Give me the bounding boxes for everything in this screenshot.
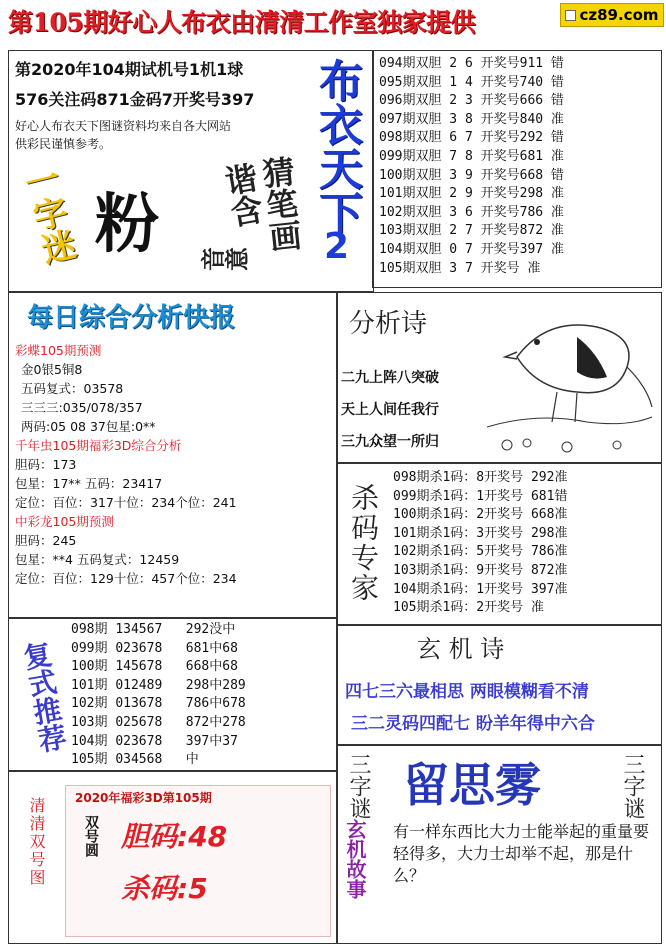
table-row: 099期杀1码：1开奖号 681错 xyxy=(393,488,568,504)
shuanghao-side-text: 双号圆 xyxy=(83,815,99,857)
table-row xyxy=(71,695,246,714)
fushi-period: 101期 xyxy=(71,677,108,693)
table-row xyxy=(71,751,246,770)
caidie-line: 两码:05 08 37包星:0** xyxy=(21,419,156,434)
riddle-col-2: 谐含 xyxy=(217,160,267,230)
table-row: 103期双胆 2 7 开奖号872 准 xyxy=(379,223,564,239)
xuanji-line-2: 三二灵码四配七 盼羊年得中六合 xyxy=(351,714,595,734)
dan-table xyxy=(372,50,662,288)
fushi-result: 397中37 xyxy=(185,733,238,749)
caidie-line: 金0银5铜8 xyxy=(21,362,83,377)
table-row: 096期双胆 2 3 开奖号666 错 xyxy=(379,93,564,109)
qiannianchong-line: 定位：百位：317十位：234个位：241 xyxy=(15,495,237,510)
table-row: 101期杀1码：3开奖号 298准 xyxy=(393,525,568,541)
fushi-title: 复式推荐 xyxy=(17,638,70,755)
source-note: 好心人布衣天下图谜资料均来自各大网站 xyxy=(15,119,232,133)
shuanghao-inner xyxy=(65,785,331,937)
caidie-block xyxy=(15,341,237,588)
analysis-heading: 每日综合分析快报 xyxy=(27,303,236,333)
table-row: 102期杀1码：5开奖号 786准 xyxy=(393,544,568,560)
kill-title: 杀码专家 xyxy=(347,483,380,603)
fushi-nums: 034568 xyxy=(115,752,163,768)
poem-line: 天上人间任我行 xyxy=(341,402,439,418)
dan-rows xyxy=(379,55,564,278)
page-title: 第105期好心人布衣由清清工作室独家提供 xyxy=(8,8,476,37)
shuanghao-side-label: 清清双号图 xyxy=(27,797,46,887)
fushi-result: 298中289 xyxy=(185,677,246,693)
table-row: 100期双胆 3 9 开奖号668 错 xyxy=(379,167,564,183)
table-row: 104期杀1码：1开奖号 397准 xyxy=(393,581,568,597)
kill-panel xyxy=(336,462,662,626)
caidie-title: 彩蝶105期预测 xyxy=(15,343,102,358)
poem-title: 分析诗 xyxy=(349,309,428,339)
table-row xyxy=(71,658,246,677)
trial-line: 第2020年104期试机号1机1球 xyxy=(15,60,244,79)
story-label: 玄机故事 xyxy=(343,819,367,899)
table-row: 101期双胆 2 9 开奖号298 准 xyxy=(379,186,564,202)
kill-rows xyxy=(393,469,567,618)
shuanghao-panel-title: 2020年福彩3D第105期 xyxy=(75,791,212,805)
xuanji-panel xyxy=(336,624,662,746)
riddle-right-label: 三字谜 xyxy=(620,753,645,819)
table-row: 104期双胆 0 7 开奖号397 准 xyxy=(379,241,564,257)
fushi-rows xyxy=(71,621,246,770)
zhongcailong-line: 包星：**4 五码复式：12459 xyxy=(15,552,180,567)
qiannianchong-title: 千年虫105期福彩3D综合分析 xyxy=(15,438,182,453)
zhongcailong-line: 胆码：245 xyxy=(15,533,77,548)
fushi-result: 中 xyxy=(185,752,199,768)
shuanghao-panel xyxy=(8,770,338,944)
caidie-line: 五码复式：03578 xyxy=(21,381,124,396)
fushi-result: 786中678 xyxy=(185,696,246,712)
site-badge-text: cz89.com xyxy=(579,6,659,24)
table-row xyxy=(71,621,246,640)
table-row: 100期杀1码：2开奖号 668准 xyxy=(393,507,568,523)
focus-line: 576关注码871金码7开奖号397 xyxy=(15,90,255,109)
qiannianchong-line: 胆码：173 xyxy=(15,457,77,472)
table-row: 098期双胆 6 7 开奖号292 错 xyxy=(379,130,564,146)
fushi-nums: 023678 xyxy=(115,733,163,749)
xuanji-line-1: 四七三六最相思 两眼模糊看不清 xyxy=(345,682,589,702)
brand-number: 2 xyxy=(324,226,350,267)
bottom-right-panel xyxy=(336,744,662,944)
zhongcailong-title: 中彩龙105期预测 xyxy=(15,514,114,529)
caidie-line: 三三三:035/078/357 xyxy=(21,400,143,415)
fushi-result: 681中68 xyxy=(185,640,238,656)
fushi-nums: 145678 xyxy=(115,659,163,675)
riddle-answer: 留思雾 xyxy=(403,758,541,812)
fushi-period: 098期 xyxy=(71,622,108,637)
fushi-nums: 013678 xyxy=(115,696,163,712)
table-row xyxy=(71,677,246,696)
table-row: 095期双胆 1 4 开奖号740 错 xyxy=(379,74,564,90)
table-row: 097期双胆 3 8 开奖号840 准 xyxy=(379,111,564,127)
table-row: 103期杀1码：9开奖号 872准 xyxy=(393,562,568,578)
fushi-period: 105期 xyxy=(71,752,108,768)
fushi-nums: 025678 xyxy=(115,714,163,730)
xuanji-title: 玄 机 诗 xyxy=(417,635,505,663)
fushi-period: 100期 xyxy=(71,659,108,675)
sha-code: 杀码:5 xyxy=(121,872,208,905)
table-row: 102期双胆 3 6 开奖号786 准 xyxy=(379,204,564,220)
fushi-period: 099期 xyxy=(71,640,108,656)
riddle-col-1: 猜笔画 xyxy=(256,154,304,254)
zhongcailong-line: 定位：百位：129十位：457个位：234 xyxy=(15,571,237,586)
poem-line: 二九上阵八突破 xyxy=(341,370,439,386)
dan-code: 胆码:48 xyxy=(121,820,228,853)
table-row xyxy=(71,640,246,659)
table-row: 094期双胆 2 6 开奖号911 错 xyxy=(379,56,564,71)
caution-note: 供彩民谨慎参考。 xyxy=(15,137,112,151)
poem-panel xyxy=(336,292,662,464)
qiannianchong-line: 包星：17** 五码：23417 xyxy=(15,476,163,491)
fushi-period: 103期 xyxy=(71,714,108,730)
poem-line: 三九众望一所归 xyxy=(341,434,439,450)
fushi-panel xyxy=(8,618,338,772)
fushi-period: 104期 xyxy=(71,733,108,749)
riddle-char: 粉 xyxy=(95,187,159,262)
bird-illustration xyxy=(477,297,657,457)
table-row: 098期杀1码：8开奖号 292准 xyxy=(393,470,568,485)
table-row: 099期双胆 7 8 开奖号681 准 xyxy=(379,148,564,164)
fushi-nums: 023678 xyxy=(115,640,163,656)
fushi-nums: 134567 xyxy=(115,622,163,637)
story-text: 有一样东西比大力士能举起的重量要轻得多，大力士却举不起，那是什么？ xyxy=(393,822,650,885)
site-badge[interactable] xyxy=(560,3,664,27)
brand-name: 布衣天下 xyxy=(311,58,362,234)
table-row: 105期杀1码：2开奖号 准 xyxy=(393,600,544,616)
analysis-panel xyxy=(8,292,338,618)
fushi-result: 872中278 xyxy=(185,714,246,730)
fushi-nums: 012489 xyxy=(115,677,163,693)
table-row: 105期双胆 3 7 开奖号 准 xyxy=(379,260,541,276)
table-row xyxy=(71,714,246,733)
logo-square-icon xyxy=(565,10,576,21)
fushi-result: 292没中 xyxy=(185,622,236,637)
fushi-result: 668中68 xyxy=(185,659,238,675)
riddle-left-label: 三字谜 xyxy=(346,753,371,819)
table-row xyxy=(71,733,246,752)
riddle-col-3: 音意 xyxy=(200,247,249,276)
fushi-period: 102期 xyxy=(71,696,108,712)
riddle-label: 一字迷 xyxy=(15,159,79,269)
